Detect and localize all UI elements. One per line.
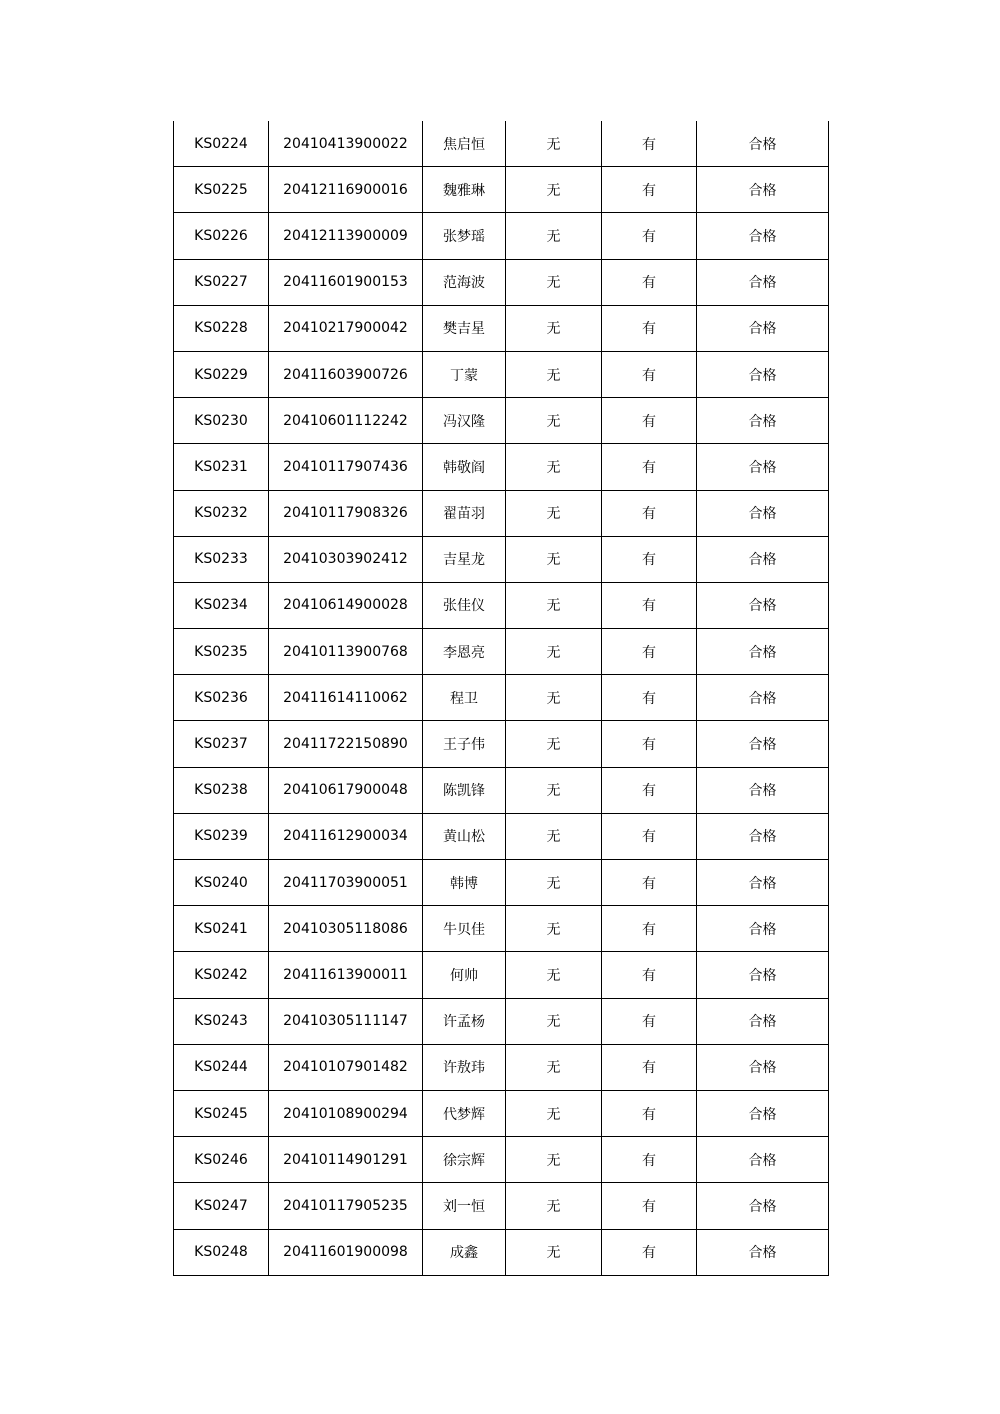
name-cell: 范海波 bbox=[423, 259, 506, 305]
registration-number-cell: 20411614110062 bbox=[269, 675, 423, 721]
col4-cell: 无 bbox=[506, 998, 602, 1044]
col5-cell: 有 bbox=[602, 1229, 697, 1275]
table-row bbox=[174, 259, 829, 305]
col5-cell: 有 bbox=[602, 998, 697, 1044]
col4-cell: 无 bbox=[506, 952, 602, 998]
registration-number-cell: 20410117905235 bbox=[269, 1183, 423, 1229]
result-cell: 合格 bbox=[697, 1044, 829, 1090]
col5-cell: 有 bbox=[602, 952, 697, 998]
col5-cell: 有 bbox=[602, 813, 697, 859]
table-row bbox=[174, 998, 829, 1044]
result-cell: 合格 bbox=[697, 582, 829, 628]
col4-cell: 无 bbox=[506, 536, 602, 582]
table-row bbox=[174, 721, 829, 767]
result-cell: 合格 bbox=[697, 1137, 829, 1183]
exam-id-cell: KS0241 bbox=[174, 906, 269, 952]
table-row bbox=[174, 121, 829, 167]
name-cell: 樊吉星 bbox=[423, 305, 506, 351]
col4-cell: 无 bbox=[506, 1229, 602, 1275]
exam-id-cell: KS0227 bbox=[174, 259, 269, 305]
table-row bbox=[174, 1090, 829, 1136]
result-cell: 合格 bbox=[697, 536, 829, 582]
exam-id-cell: KS0240 bbox=[174, 860, 269, 906]
registration-number-cell: 20410601112242 bbox=[269, 398, 423, 444]
exam-id-cell: KS0243 bbox=[174, 998, 269, 1044]
table-row bbox=[174, 629, 829, 675]
name-cell: 代梦辉 bbox=[423, 1090, 506, 1136]
name-cell: 翟苗羽 bbox=[423, 490, 506, 536]
registration-number-cell: 20410217900042 bbox=[269, 305, 423, 351]
result-cell: 合格 bbox=[697, 767, 829, 813]
exam-id-cell: KS0234 bbox=[174, 582, 269, 628]
col4-cell: 无 bbox=[506, 582, 602, 628]
registration-number-cell: 20410114901291 bbox=[269, 1137, 423, 1183]
col5-cell: 有 bbox=[602, 675, 697, 721]
col4-cell: 无 bbox=[506, 1137, 602, 1183]
result-cell: 合格 bbox=[697, 860, 829, 906]
name-cell: 李恩亮 bbox=[423, 629, 506, 675]
exam-id-cell: KS0247 bbox=[174, 1183, 269, 1229]
exam-id-cell: KS0235 bbox=[174, 629, 269, 675]
result-cell: 合格 bbox=[697, 721, 829, 767]
exam-id-cell: KS0225 bbox=[174, 167, 269, 213]
result-cell: 合格 bbox=[697, 490, 829, 536]
table-row bbox=[174, 906, 829, 952]
exam-id-cell: KS0238 bbox=[174, 767, 269, 813]
col5-cell: 有 bbox=[602, 167, 697, 213]
col5-cell: 有 bbox=[602, 1044, 697, 1090]
table-row bbox=[174, 167, 829, 213]
registration-number-cell: 20412113900009 bbox=[269, 213, 423, 259]
table-row bbox=[174, 582, 829, 628]
col4-cell: 无 bbox=[506, 813, 602, 859]
col4-cell: 无 bbox=[506, 351, 602, 397]
results-table bbox=[173, 121, 829, 1276]
table-row bbox=[174, 398, 829, 444]
col5-cell: 有 bbox=[602, 860, 697, 906]
col4-cell: 无 bbox=[506, 305, 602, 351]
exam-id-cell: KS0232 bbox=[174, 490, 269, 536]
col5-cell: 有 bbox=[602, 121, 697, 167]
table-row bbox=[174, 1044, 829, 1090]
result-cell: 合格 bbox=[697, 259, 829, 305]
exam-id-cell: KS0226 bbox=[174, 213, 269, 259]
exam-id-cell: KS0230 bbox=[174, 398, 269, 444]
exam-id-cell: KS0242 bbox=[174, 952, 269, 998]
exam-id-cell: KS0245 bbox=[174, 1090, 269, 1136]
registration-number-cell: 20411601900098 bbox=[269, 1229, 423, 1275]
exam-id-cell: KS0237 bbox=[174, 721, 269, 767]
exam-id-cell: KS0246 bbox=[174, 1137, 269, 1183]
results-table-container bbox=[173, 121, 828, 1276]
result-cell: 合格 bbox=[697, 998, 829, 1044]
result-cell: 合格 bbox=[697, 813, 829, 859]
col5-cell: 有 bbox=[602, 305, 697, 351]
name-cell: 徐宗辉 bbox=[423, 1137, 506, 1183]
result-cell: 合格 bbox=[697, 444, 829, 490]
table-row bbox=[174, 1229, 829, 1275]
result-cell: 合格 bbox=[697, 1183, 829, 1229]
name-cell: 张梦瑶 bbox=[423, 213, 506, 259]
registration-number-cell: 20411603900726 bbox=[269, 351, 423, 397]
name-cell: 黄山松 bbox=[423, 813, 506, 859]
col5-cell: 有 bbox=[602, 490, 697, 536]
table-row bbox=[174, 952, 829, 998]
col4-cell: 无 bbox=[506, 444, 602, 490]
col5-cell: 有 bbox=[602, 629, 697, 675]
table-row bbox=[174, 675, 829, 721]
name-cell: 魏雅琳 bbox=[423, 167, 506, 213]
col5-cell: 有 bbox=[602, 213, 697, 259]
exam-id-cell: KS0228 bbox=[174, 305, 269, 351]
exam-id-cell: KS0233 bbox=[174, 536, 269, 582]
registration-number-cell: 20410117907436 bbox=[269, 444, 423, 490]
registration-number-cell: 20411703900051 bbox=[269, 860, 423, 906]
col4-cell: 无 bbox=[506, 259, 602, 305]
name-cell: 张佳仪 bbox=[423, 582, 506, 628]
col4-cell: 无 bbox=[506, 767, 602, 813]
name-cell: 刘一恒 bbox=[423, 1183, 506, 1229]
col4-cell: 无 bbox=[506, 1183, 602, 1229]
table-row bbox=[174, 860, 829, 906]
result-cell: 合格 bbox=[697, 1090, 829, 1136]
name-cell: 程卫 bbox=[423, 675, 506, 721]
col4-cell: 无 bbox=[506, 1090, 602, 1136]
col5-cell: 有 bbox=[602, 259, 697, 305]
registration-number-cell: 20410107901482 bbox=[269, 1044, 423, 1090]
name-cell: 吉星龙 bbox=[423, 536, 506, 582]
exam-id-cell: KS0248 bbox=[174, 1229, 269, 1275]
result-cell: 合格 bbox=[697, 305, 829, 351]
table-row bbox=[174, 1137, 829, 1183]
exam-id-cell: KS0236 bbox=[174, 675, 269, 721]
table-row bbox=[174, 351, 829, 397]
name-cell: 许孟杨 bbox=[423, 998, 506, 1044]
result-cell: 合格 bbox=[697, 213, 829, 259]
col5-cell: 有 bbox=[602, 351, 697, 397]
exam-id-cell: KS0231 bbox=[174, 444, 269, 490]
col4-cell: 无 bbox=[506, 490, 602, 536]
col5-cell: 有 bbox=[602, 582, 697, 628]
name-cell: 冯汉隆 bbox=[423, 398, 506, 444]
registration-number-cell: 20411601900153 bbox=[269, 259, 423, 305]
col4-cell: 无 bbox=[506, 167, 602, 213]
col5-cell: 有 bbox=[602, 767, 697, 813]
result-cell: 合格 bbox=[697, 952, 829, 998]
table-row bbox=[174, 490, 829, 536]
exam-id-cell: KS0229 bbox=[174, 351, 269, 397]
name-cell: 焦启恒 bbox=[423, 121, 506, 167]
registration-number-cell: 20410614900028 bbox=[269, 582, 423, 628]
exam-id-cell: KS0224 bbox=[174, 121, 269, 167]
name-cell: 丁蒙 bbox=[423, 351, 506, 397]
result-cell: 合格 bbox=[697, 675, 829, 721]
col5-cell: 有 bbox=[602, 1090, 697, 1136]
col5-cell: 有 bbox=[602, 906, 697, 952]
table-row bbox=[174, 1183, 829, 1229]
exam-id-cell: KS0239 bbox=[174, 813, 269, 859]
col4-cell: 无 bbox=[506, 121, 602, 167]
name-cell: 成鑫 bbox=[423, 1229, 506, 1275]
col4-cell: 无 bbox=[506, 213, 602, 259]
col4-cell: 无 bbox=[506, 860, 602, 906]
result-cell: 合格 bbox=[697, 167, 829, 213]
exam-id-cell: KS0244 bbox=[174, 1044, 269, 1090]
col4-cell: 无 bbox=[506, 1044, 602, 1090]
result-cell: 合格 bbox=[697, 906, 829, 952]
col4-cell: 无 bbox=[506, 906, 602, 952]
col5-cell: 有 bbox=[602, 1137, 697, 1183]
name-cell: 牛贝佳 bbox=[423, 906, 506, 952]
table-row bbox=[174, 767, 829, 813]
name-cell: 韩博 bbox=[423, 860, 506, 906]
registration-number-cell: 20410413900022 bbox=[269, 121, 423, 167]
result-cell: 合格 bbox=[697, 398, 829, 444]
result-cell: 合格 bbox=[697, 629, 829, 675]
name-cell: 王子伟 bbox=[423, 721, 506, 767]
table-row bbox=[174, 213, 829, 259]
name-cell: 陈凯锋 bbox=[423, 767, 506, 813]
registration-number-cell: 20410617900048 bbox=[269, 767, 423, 813]
result-cell: 合格 bbox=[697, 1229, 829, 1275]
name-cell: 何帅 bbox=[423, 952, 506, 998]
registration-number-cell: 20410303902412 bbox=[269, 536, 423, 582]
col4-cell: 无 bbox=[506, 629, 602, 675]
table-body bbox=[174, 121, 829, 1275]
registration-number-cell: 20410113900768 bbox=[269, 629, 423, 675]
registration-number-cell: 20411613900011 bbox=[269, 952, 423, 998]
col5-cell: 有 bbox=[602, 444, 697, 490]
table-row bbox=[174, 536, 829, 582]
table-row bbox=[174, 444, 829, 490]
result-cell: 合格 bbox=[697, 121, 829, 167]
col5-cell: 有 bbox=[602, 536, 697, 582]
table-row bbox=[174, 305, 829, 351]
result-cell: 合格 bbox=[697, 351, 829, 397]
col4-cell: 无 bbox=[506, 398, 602, 444]
registration-number-cell: 20410117908326 bbox=[269, 490, 423, 536]
registration-number-cell: 20411722150890 bbox=[269, 721, 423, 767]
registration-number-cell: 20410305111147 bbox=[269, 998, 423, 1044]
registration-number-cell: 20411612900034 bbox=[269, 813, 423, 859]
registration-number-cell: 20412116900016 bbox=[269, 167, 423, 213]
col5-cell: 有 bbox=[602, 398, 697, 444]
col4-cell: 无 bbox=[506, 675, 602, 721]
name-cell: 许敖玮 bbox=[423, 1044, 506, 1090]
col5-cell: 有 bbox=[602, 721, 697, 767]
table-row bbox=[174, 813, 829, 859]
col5-cell: 有 bbox=[602, 1183, 697, 1229]
name-cell: 韩敬阎 bbox=[423, 444, 506, 490]
registration-number-cell: 20410305118086 bbox=[269, 906, 423, 952]
registration-number-cell: 20410108900294 bbox=[269, 1090, 423, 1136]
col4-cell: 无 bbox=[506, 721, 602, 767]
